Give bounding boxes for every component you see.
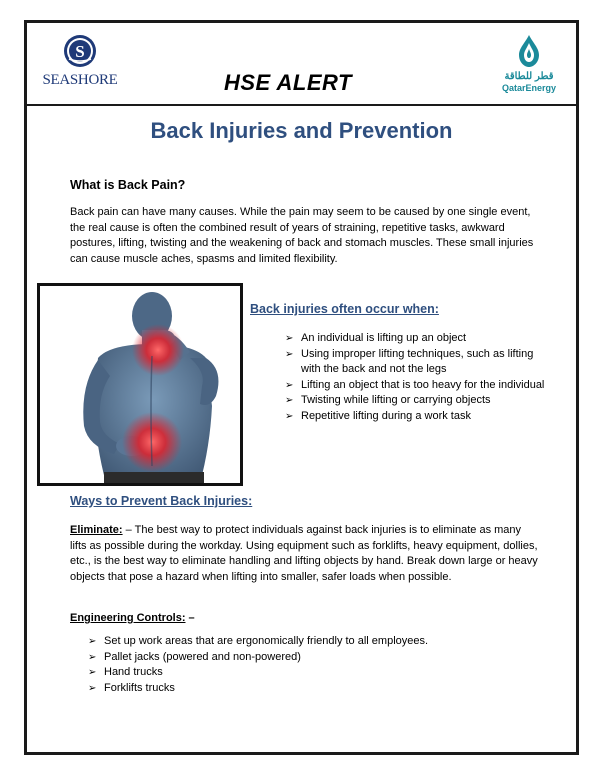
list-item: ➢ Forklifts trucks: [88, 681, 508, 697]
what-paragraph: Back pain can have many causes. While the pain may seem to be caused by one single event, the real cause is often the combined result of years of straining, repetitive tasks, awkward postures, lifting, twisting and the weakening of back and stomach muscles. These small injuries can cause muscle aches, spasms and limited flexibility.: [70, 206, 534, 265]
seashore-logo: [38, 34, 122, 98]
back-pain-illustration: [40, 286, 240, 483]
eliminate-label: Eliminate:: [70, 524, 123, 536]
list-item: ➢ Repetitive lifting during a work task: [285, 409, 545, 425]
page-title: Back Injuries and Prevention: [150, 118, 453, 143]
list-item: ➢ Lifting an object that is too heavy for the individual: [285, 378, 545, 394]
list-item: ➢ Set up work areas that are ergonomically friendly to all employees.: [88, 634, 508, 650]
svg-text:S: S: [75, 42, 85, 61]
list-item: ➢ An individual is lifting up an object: [285, 331, 545, 347]
back-pain-photo: [37, 283, 243, 486]
qatarenergy-latin: QatarEnergy: [501, 83, 557, 93]
hse-alert-title: HSE ALERT: [224, 70, 352, 95]
eliminate-paragraph: [70, 523, 540, 585]
list-item: ➢ Using improper lifting techniques, such as lifting with the back and not the legs: [285, 347, 545, 378]
seashore-emblem-icon: [63, 34, 97, 68]
engineering-suffix: –: [185, 612, 195, 624]
qatarenergy-logo: [493, 34, 565, 98]
occur-list: [285, 331, 545, 424]
list-item: ➢ Hand trucks: [88, 665, 508, 681]
seashore-wordmark: SEASHORE: [42, 72, 118, 88]
list-item: ➢ Twisting while lifting or carrying objects: [285, 393, 545, 409]
list-item: ➢ Pallet jacks (powered and non-powered): [88, 650, 508, 666]
engineering-list: [88, 634, 508, 696]
engineering-heading: [70, 612, 195, 624]
qatarenergy-drop-icon: [515, 34, 543, 68]
eliminate-text: – The best way to protect individuals against back injuries is to eliminate as many lifts as possible during the workday. Using equipment such as forklifts, heavy equipment, dollies, etc., is the best way to eliminate handling and lifting objects by hand. Break down large or heavy objects that pose a hazard when lifting into smaller, safer loads when possible.: [70, 524, 538, 583]
what-heading: What is Back Pain?: [70, 178, 186, 192]
engineering-label: Engineering Controls:: [70, 612, 186, 624]
header: [24, 20, 579, 106]
ways-heading: Ways to Prevent Back Injuries:: [70, 494, 253, 508]
qatarenergy-arabic: قطر للطاقة: [504, 71, 554, 82]
occur-heading: Back injuries often occur when:: [250, 302, 439, 316]
